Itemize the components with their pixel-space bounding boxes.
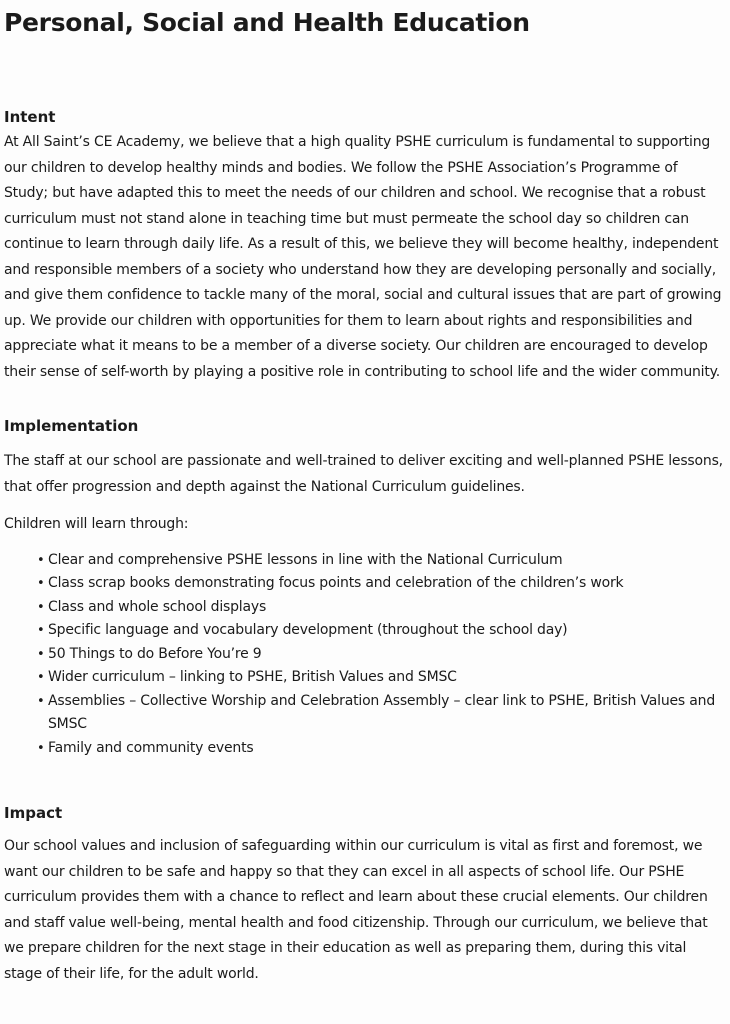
implementation-bullet-list [4,549,724,761]
implementation-lead-in: Children will learn through: [4,516,189,532]
section-heading-implementation: Implementation [4,417,139,435]
list-item-text: Class scrap books demonstrating focus points and celebration of the children’s work [48,575,624,591]
bullet-icon: • [37,552,45,568]
bullet-icon: • [37,576,45,591]
intent-paragraph: At All Saint’s CE Academy, we believe that a high quality PSHE curriculum is fundamental to supporting our children to develop healthy minds and bodies. We follow the PSHE Association’s Programme of Study; but have adapted this to meet the needs of our children and school. We recognise that a robust curriculum must not stand alone in teaching time but must permeate the school day so children can continue to learn through daily life. As a result of this, we believe they will become healthy, independent and responsible members of a society who understand how they are developing personally and socially, and give them confidence to tackle many of the moral, social and cultural issues that are part of growing up. We provide our children with opportunities for them to learn about rights and responsibilities and appreciate what it means to be a member of a diverse society. Our children are encouraged to develop their sense of self-worth by playing a positive role in contributing to school life and the wider community. [4,134,722,380]
list-item-text: Assemblies – Collective Worship and Celebration Assembly – clear link to PSHE, British Values and SMSC [48,692,716,732]
impact-paragraph: Our school values and inclusion of safeguarding within our curriculum is vital as first and foremost, we want our children to be safe and happy so that they can excel in all aspects of school life. Our PSHE curriculum provides them with a chance to reflect and learn about these crucial elements. Our children and staff value well-being, mental health and food citizenship. Through our curriculum, we believe that we prepare children for the next stage in their education as well as preparing them, during this vital stage of their life, for the adult world. [4,838,708,982]
list-item [4,643,724,667]
list-item-text: Wider curriculum – linking to PSHE, British Values and SMSC [48,669,457,685]
bullet-icon: • [37,670,45,685]
bullet-icon: • [37,646,45,662]
section-heading-intent: Intent [4,108,56,126]
list-item-text: 50 Things to do Before You’re 9 [48,645,262,662]
list-item-text: Family and community events [48,739,254,756]
list-item-text: Clear and comprehensive PSHE lessons in line with the National Curriculum [48,551,563,568]
list-item [4,619,724,643]
list-item [4,572,724,596]
bullet-icon: • [37,693,45,709]
list-item [4,737,724,761]
bullet-icon: • [37,599,45,615]
bullet-icon: • [37,740,45,756]
list-item-text: Class and whole school displays [48,598,267,615]
section-heading-impact: Impact [4,804,63,822]
implementation-intro-paragraph: The staff at our school are passionate and well-trained to deliver exciting and well-planned PSHE lessons, that offer progression and depth against the National Curriculum guidelines. [4,453,723,495]
list-item [4,666,724,690]
list-item-text: Specific language and vocabulary development (throughout the school day) [48,622,568,638]
bullet-icon: • [37,623,45,638]
page-title: Personal, Social and Health Education [4,8,530,37]
list-item [4,549,724,573]
list-item [4,596,724,620]
list-item [4,690,724,737]
